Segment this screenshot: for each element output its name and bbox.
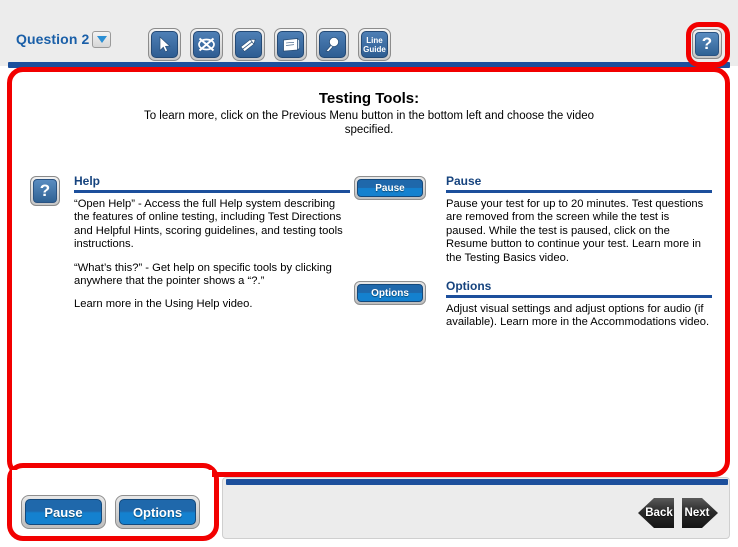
pause-entry-button[interactable] [354, 176, 426, 200]
pause-entry [354, 174, 712, 265]
help-entry-paragraph-2: “What’s this?” - Get help on specific tools by clicking anywhere that the pointer shows a “?.” [74, 261, 332, 288]
help-entry-paragraph-3: Learn more in the Using Help video. [74, 298, 253, 311]
pause-entry-button-label: Pause [357, 179, 423, 197]
pencil-icon [235, 31, 262, 58]
options-button[interactable] [115, 495, 200, 529]
pointer-tool-button[interactable] [148, 28, 181, 61]
back-button-label: Back [645, 507, 673, 519]
page-subtitle: To learn more, click on the Previous Menu button in the bottom left and choose the video specified. [143, 110, 595, 136]
chevron-down-icon [97, 36, 107, 43]
help-entry-heading: Help [74, 174, 350, 193]
magnifier-tool-button[interactable] [316, 28, 349, 61]
pause-entry-paragraph-1: Pause your test for up to 20 minutes. Test questions are removed from the screen while the test is paused. While the test is paused, click on the Resume button to continue your test. Learn more in the Testing Basics video. [446, 198, 704, 264]
magnifier-icon [319, 31, 346, 58]
notepad-icon [277, 31, 304, 58]
options-entry [354, 279, 712, 330]
next-button-label: Next [684, 507, 710, 519]
options-entry-paragraph-1: Adjust visual settings and adjust options for audio (if available). Learn more in the Accommodations video. [446, 303, 710, 329]
page-title: Testing Tools: [318, 90, 420, 107]
notepad-tool-button[interactable] [274, 28, 307, 61]
options-entry-button[interactable] [354, 281, 426, 305]
outline-join-mask [12, 470, 212, 478]
question-number-label: Question 2 [16, 31, 90, 47]
footer-divider [226, 479, 728, 485]
pause-entry-body [446, 174, 712, 265]
options-entry-heading: Options [446, 279, 712, 298]
right-column [354, 174, 712, 330]
line-guide-tool-button[interactable] [358, 28, 391, 61]
line-guide-label-line1: Line [366, 35, 383, 45]
help-entry-body [74, 174, 350, 312]
options-button-label: Options [119, 499, 196, 525]
options-entry-button-label: Options [357, 284, 423, 302]
eliminate-tool-button[interactable] [190, 28, 223, 61]
options-entry-body [446, 279, 712, 330]
back-button[interactable] [634, 491, 678, 535]
left-column [30, 174, 350, 312]
pointer-icon [151, 31, 178, 58]
pause-button[interactable] [21, 495, 106, 529]
next-button[interactable] [678, 491, 722, 535]
question-mark-icon: ? [695, 32, 719, 56]
help-entry-icon-button[interactable] [30, 176, 60, 206]
tools-toolbar [148, 28, 391, 61]
line-guide-icon [361, 31, 388, 58]
line-guide-label-line2: Guide [363, 44, 386, 54]
cross-out-icon [193, 31, 220, 58]
main-content-panel [14, 74, 724, 470]
toolbar-header [0, 0, 738, 66]
help-entry [30, 174, 350, 312]
help-button[interactable] [692, 29, 722, 59]
question-dropdown-button[interactable] [92, 31, 111, 48]
header-divider [8, 62, 730, 68]
pause-button-label: Pause [25, 499, 102, 525]
question-mark-icon: ? [33, 179, 57, 203]
help-entry-paragraph-1: “Open Help” - Access the full Help system describing the features of online testing, including Test Directions and Helpful Hints, scoring guidelines, and testing tools instructions. [74, 198, 343, 251]
highlighter-tool-button[interactable] [232, 28, 265, 61]
pause-entry-heading: Pause [446, 174, 712, 193]
